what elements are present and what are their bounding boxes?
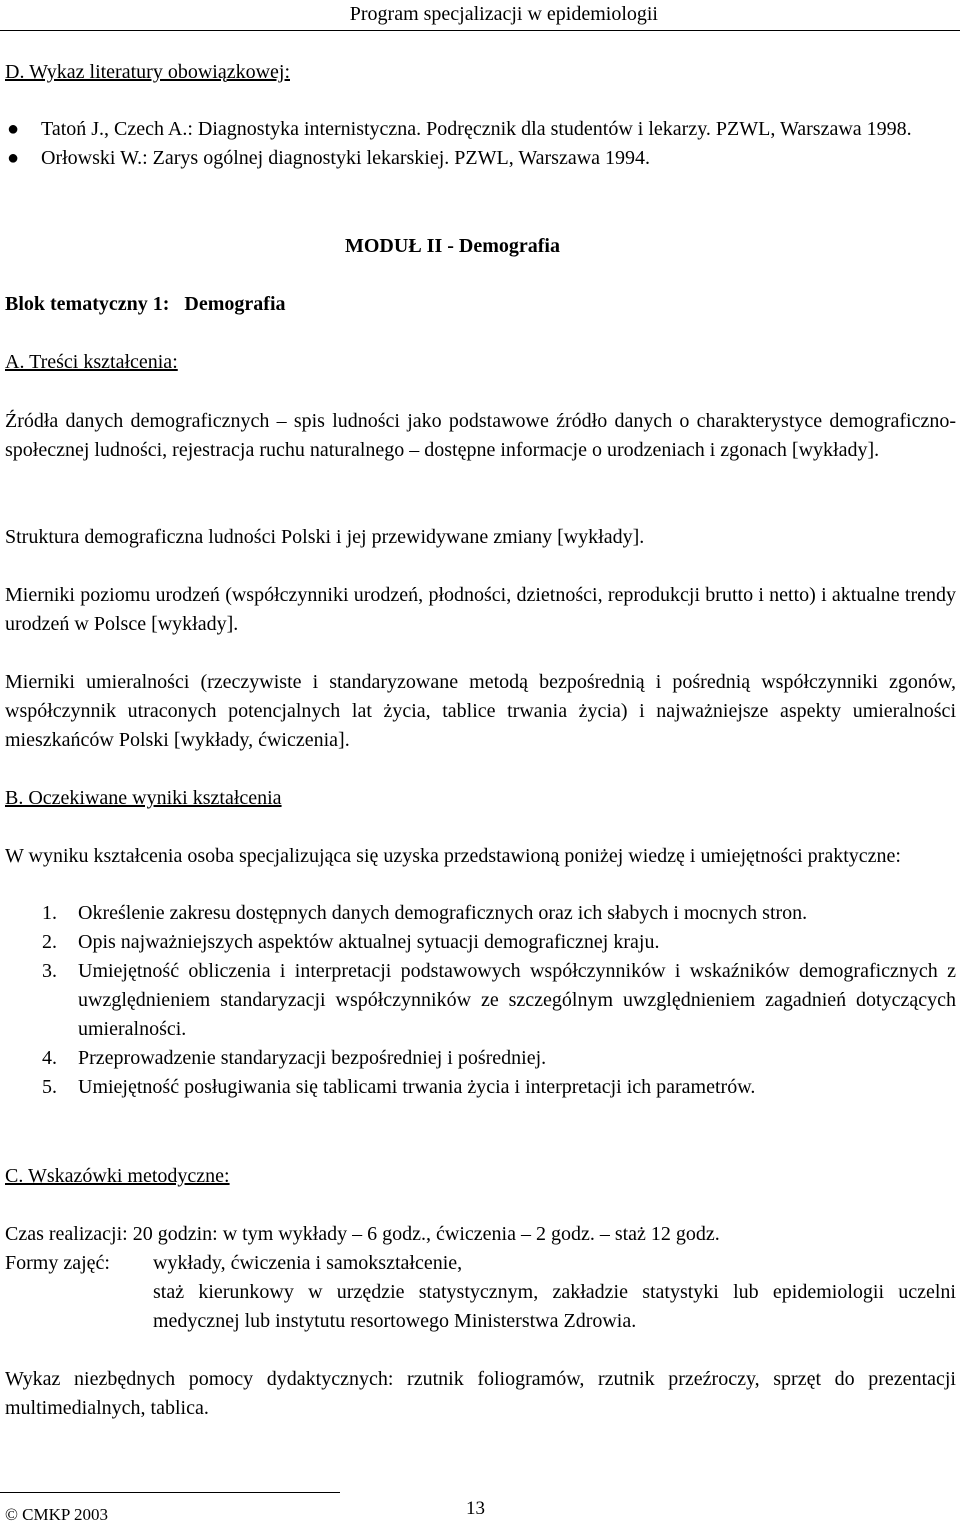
page-header-title: Program specjalizacji w epidemiologii	[349, 3, 658, 25]
forms-label: Formy zajęć:	[5, 1252, 110, 1274]
page-number: 13	[466, 1498, 485, 1519]
footer-copyright: © CMKP 2003	[5, 1505, 108, 1524]
item-text: Umiejętność obliczenia i interpretacji podstawowych współczynników i wskaźników demograficznych z uwzględnieniem standaryzacji współczynników ze szczególnym uwzględnieniem zagadnień dotyczących umieralności.	[78, 960, 956, 1040]
item-text: Określenie zakresu dostępnych danych demograficznych oraz ich słabych i mocnych stron.	[78, 902, 808, 924]
item-text: Umiejętność posługiwania się tablicami trwania życia i interpretacji ich parametrów.	[78, 1076, 756, 1098]
literature-list	[0, 115, 956, 173]
section-a-heading: A. Treści kształcenia:	[5, 351, 178, 373]
section-b-intro: W wyniku kształcenia osoba specjalizująca się uzyska przedstawioną poniżej wiedzę i umiejętności praktyczne:	[5, 845, 901, 867]
item-text: Opis najważniejszych aspektów aktualnej sytuacji demograficznej kraju.	[78, 931, 660, 953]
results-list	[0, 899, 956, 1102]
teaching-aids: Wykaz niezbędnych pomocy dydaktycznych: rzutnik foliogramów, rzutnik przeźroczy, sprzęt do prezentacji multimedialnych, tablica.	[5, 1368, 956, 1419]
block-name: Demografia	[184, 293, 286, 315]
item-text: Przeprowadzenie standaryzacji bezpośredniej i pośredniej.	[78, 1047, 547, 1069]
bullet-icon: ●	[7, 147, 20, 169]
list-item	[0, 957, 956, 1044]
item-number: 2.	[42, 931, 57, 953]
section-b-heading: B. Oczekiwane wyniki kształcenia	[5, 787, 282, 809]
header-divider	[0, 30, 960, 31]
list-item	[0, 1044, 956, 1073]
block-label: Blok tematyczny 1:	[5, 293, 170, 315]
bullet-icon: ●	[7, 118, 20, 140]
forms-line-1: wykłady, ćwiczenia i samokształcenie,	[153, 1252, 463, 1274]
section-c-heading: C. Wskazówki metodyczne:	[5, 1165, 230, 1187]
literature-item-text: Orłowski W.: Zarys ogólnej diagnostyki lekarskiej. PZWL, Warszawa 1994.	[41, 147, 651, 169]
list-item	[0, 928, 956, 957]
literature-item-text: Tatoń J., Czech A.: Diagnostyka internistyczna. Podręcznik dla studentów i lekarzy. PZWL, Warszawa 1998.	[41, 118, 912, 140]
list-item	[0, 1073, 956, 1102]
item-number: 5.	[42, 1076, 57, 1098]
item-number: 3.	[42, 960, 57, 982]
list-item	[0, 115, 956, 144]
list-item	[0, 899, 956, 928]
footer-divider	[0, 1492, 340, 1493]
item-number: 1.	[42, 902, 57, 924]
content-paragraph: Struktura demograficzna ludności Polski i jej przewidywane zmiany [wykłady].	[5, 526, 645, 548]
module-title: MODUŁ II - Demografia	[345, 235, 560, 257]
item-number: 4.	[42, 1047, 57, 1069]
content-paragraph: Źródła danych demograficznych – spis ludności jako podstawowe źródło danych o charakterystyce demograficzno-społecznej ludności, rejestracja ruchu naturalnego – dostępne informacje o urodzeniach i zgonach [wykłady].	[5, 410, 956, 461]
content-paragraph: Mierniki umieralności (rzeczywiste i standaryzowane metodą bezpośrednią i pośrednią współczynniki zgonów, współczynnik utraconych potencjalnych lat życia, tablice trwania życia) i najważniejsze aspekty umieralności mieszkańców Polski [wykłady, ćwiczenia].	[5, 671, 956, 751]
forms-line-2: staż kierunkowy w urzędzie statystycznym, zakładzie statystyki lub epidemiologii uczelni medycznej lub instytutu resortowego Ministerstwa Zdrowia.	[153, 1281, 956, 1332]
list-item	[0, 144, 956, 173]
block-title	[5, 290, 286, 319]
section-d-heading: D. Wykaz literatury obowiązkowej:	[5, 61, 290, 83]
content-paragraph: Mierniki poziomu urodzeń (współczynniki urodzeń, płodności, dzietności, reprodukcji brutto i netto) i aktualne trendy urodzeń w Polsce [wykłady].	[5, 584, 956, 635]
realization-time: Czas realizacji: 20 godzin: w tym wykłady – 6 godz., ćwiczenia – 2 godz. – staż 12 godz.	[5, 1223, 720, 1245]
